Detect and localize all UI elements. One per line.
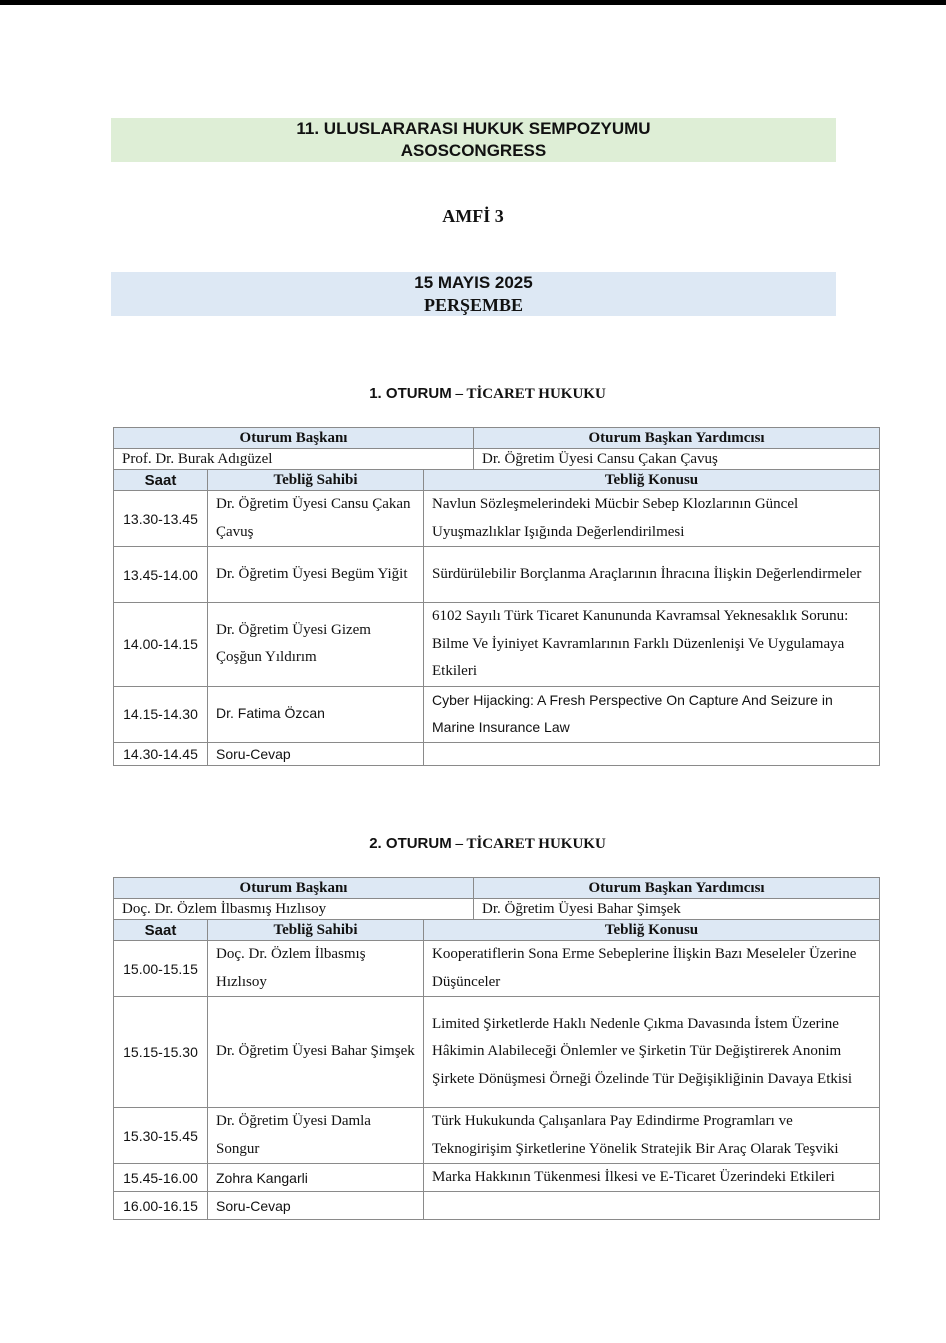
table-row	[114, 1192, 880, 1220]
table-row	[114, 491, 880, 547]
row-time: 14.15-14.30	[114, 686, 208, 742]
row-topic: Türk Hukukunda Çalışanlara Pay Edindirme Programları ve Teknogirişim Şirketlerine Yönelik Stratejik Bir Araç Olarak Teşviki	[424, 1108, 880, 1164]
session-topic: – TİCARET HUKUKU	[455, 836, 606, 852]
date-banner	[111, 272, 836, 316]
row-presenter: Dr. Fatima Özcan	[208, 686, 424, 742]
row-topic: Kooperatiflerin Sona Erme Sebeplerine İlişkin Bazı Meseleler Üzerine Düşünceler	[424, 941, 880, 997]
vice-chair-label: Oturum Başkan Yardımcısı	[474, 428, 880, 449]
topic-header: Tebliğ Konusu	[424, 920, 880, 941]
row-time: 15.00-15.15	[114, 941, 208, 997]
event-weekday: PERŞEMBE	[423, 295, 524, 315]
table-row	[114, 603, 880, 687]
row-topic: Sürdürülebilir Borçlanma Araçlarının İhracına İlişkin Değerlendirmeler	[424, 547, 880, 603]
topic-header: Tebliğ Konusu	[424, 470, 880, 491]
table-row	[114, 997, 880, 1108]
column-header-row	[114, 470, 880, 491]
session-1-title	[0, 385, 946, 403]
table-row	[114, 686, 880, 742]
row-presenter: Dr. Öğretim Üyesi Begüm Yiğit	[208, 547, 424, 603]
row-time: 15.45-16.00	[114, 1164, 208, 1192]
top-border	[0, 0, 946, 5]
session-chair: Doç. Dr. Özlem İlbasmış Hızlısoy	[114, 899, 474, 920]
row-time: 15.30-15.45	[114, 1108, 208, 1164]
time-header: Saat	[114, 920, 208, 941]
row-topic: Navlun Sözleşmelerindeki Mücbir Sebep Klozlarının Güncel Uyuşmazlıklar Işığında Değerlendirilmesi	[424, 491, 880, 547]
session-vice-chair: Dr. Öğretim Üyesi Cansu Çakan Çavuş	[474, 449, 880, 470]
row-presenter: Dr. Öğretim Üyesi Gizem Çoşğun Yıldırım	[208, 603, 424, 687]
event-date: 15 MAYIS 2025	[414, 273, 533, 292]
event-title: 11. ULUSLARARASI HUKUK SEMPOZYUMU	[296, 119, 651, 138]
event-banner	[111, 118, 836, 162]
column-header-row	[114, 920, 880, 941]
row-presenter: Dr. Öğretim Üyesi Bahar Şimşek	[208, 997, 424, 1108]
presenter-header: Tebliğ Sahibi	[208, 470, 424, 491]
row-topic: Marka Hakkının Tükenmesi İlkesi ve E-Ticaret Üzerindeki Etkileri	[424, 1164, 880, 1192]
row-time: 13.45-14.00	[114, 547, 208, 603]
row-time: 14.30-14.45	[114, 742, 208, 765]
table-row	[114, 1164, 880, 1192]
chair-header-row	[114, 878, 880, 899]
row-presenter: Soru-Cevap	[208, 742, 424, 765]
row-topic: Limited Şirketlerde Haklı Nedenle Çıkma Davasında İstem Üzerine Hâkimin Alabileceği Önlemler ve Şirketin Tür Değiştirerek Anonim Şirkete Dönüşmesi Örneği Özelinde Tür Değişikliğinin Davaya Etkisi	[424, 997, 880, 1108]
chair-label: Oturum Başkanı	[114, 878, 474, 899]
table-row	[114, 547, 880, 603]
row-topic	[424, 1192, 880, 1220]
session-vice-chair: Dr. Öğretim Üyesi Bahar Şimşek	[474, 899, 880, 920]
row-presenter: Dr. Öğretim Üyesi Cansu Çakan Çavuş	[208, 491, 424, 547]
session-2-title	[0, 835, 946, 853]
session-2-table	[113, 877, 880, 1220]
row-presenter: Dr. Öğretim Üyesi Damla Songur	[208, 1108, 424, 1164]
row-topic: Cyber Hijacking: A Fresh Perspective On Capture And Seizure in Marine Insurance Law	[424, 686, 880, 742]
vice-chair-label: Oturum Başkan Yardımcısı	[474, 878, 880, 899]
table-row	[114, 742, 880, 765]
row-time: 14.00-14.15	[114, 603, 208, 687]
chair-header-row	[114, 428, 880, 449]
presenter-header: Tebliğ Sahibi	[208, 920, 424, 941]
chair-row	[114, 449, 880, 470]
session-number: 1. OTURUM	[369, 385, 452, 402]
hall-name: AMFİ 3	[442, 206, 504, 226]
table-row	[114, 1108, 880, 1164]
organizer-name: ASOSCONGRESS	[400, 141, 547, 160]
session-1-table	[113, 427, 880, 766]
row-presenter: Soru-Cevap	[208, 1192, 424, 1220]
table-row	[114, 941, 880, 997]
row-presenter: Doç. Dr. Özlem İlbasmış Hızlısoy	[208, 941, 424, 997]
session-topic: – TİCARET HUKUKU	[455, 386, 606, 402]
chair-label: Oturum Başkanı	[114, 428, 474, 449]
session-chair: Prof. Dr. Burak Adıgüzel	[114, 449, 474, 470]
row-time: 13.30-13.45	[114, 491, 208, 547]
row-presenter: Zohra Kangarli	[208, 1164, 424, 1192]
row-topic	[424, 742, 880, 765]
row-time: 16.00-16.15	[114, 1192, 208, 1220]
row-time: 15.15-15.30	[114, 997, 208, 1108]
chair-row	[114, 899, 880, 920]
row-topic: 6102 Sayılı Türk Ticaret Kanununda Kavramsal Yeknesaklık Sorunu: Bilme Ve İyiniyet Kavramlarının Farklı Düzenlenişi Ve Uygulamaya Etkileri	[424, 603, 880, 687]
session-number: 2. OTURUM	[369, 835, 452, 852]
time-header: Saat	[114, 470, 208, 491]
